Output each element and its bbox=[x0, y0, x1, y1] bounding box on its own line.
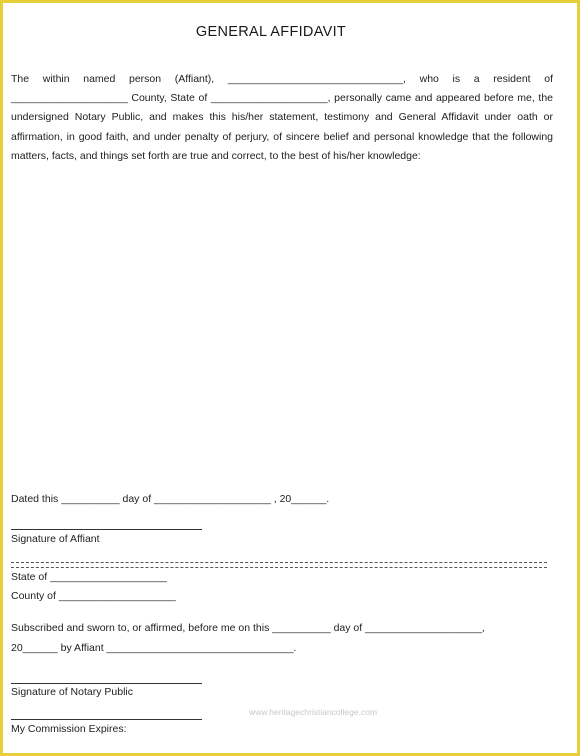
affiant-signature-label: Signature of Affiant bbox=[11, 533, 100, 545]
commission-line bbox=[11, 719, 202, 720]
section-divider bbox=[11, 562, 547, 568]
document-title: GENERAL AFFIDAVIT bbox=[195, 24, 347, 40]
watermark: www.heritagechristiancollege.com bbox=[249, 707, 378, 717]
affiant-signature-line bbox=[11, 529, 202, 530]
subscribed-line: Subscribed and sworn to, or affirmed, before me on this __________ day of ____________________, bbox=[11, 622, 485, 634]
year-affiant-line: 20______ by Affiant ________________________________. bbox=[11, 642, 297, 654]
dated-line: Dated this __________ day of ____________________ , 20______. bbox=[11, 493, 330, 505]
county-line: County of ____________________ bbox=[11, 590, 176, 602]
commission-label: My Commission Expires: bbox=[11, 723, 127, 735]
notary-signature-line bbox=[11, 683, 202, 684]
state-line: State of ____________________ bbox=[11, 571, 167, 583]
intro-paragraph: The within named person (Affiant), ______________________________, who is a resident of ____________________ County, State of ____________________, personally came and appeared before me, the undersigned Notary Public, and makes this his/her statement, testimony and General Affidavit under oath or affirmation, in good faith, and under penalty of perjury, of sincere belief and personal knowledge that the following matters, facts, and things set forth are true and correct, to the best of his/her knowledge: bbox=[11, 73, 553, 162]
notary-signature-label: Signature of Notary Public bbox=[11, 686, 133, 698]
